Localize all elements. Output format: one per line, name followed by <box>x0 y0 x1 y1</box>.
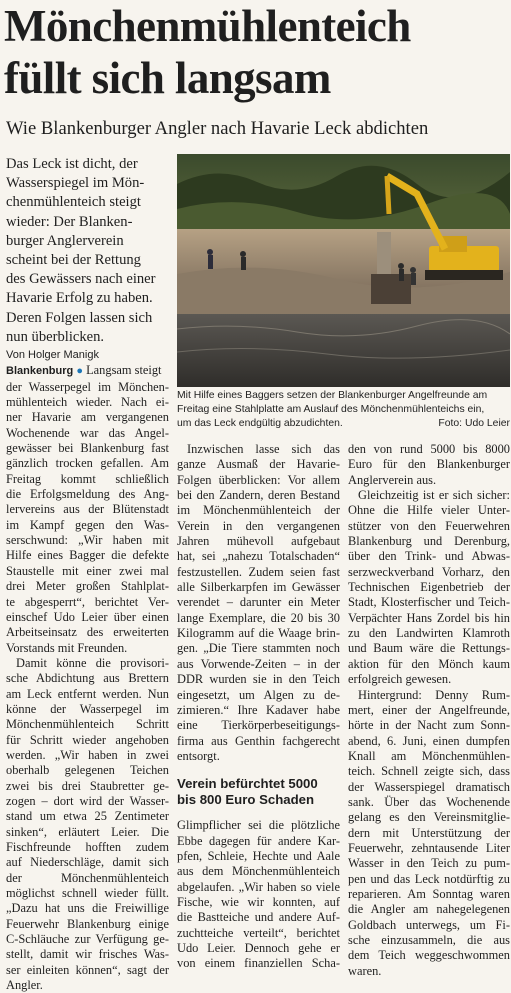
lead-paragraph <box>6 155 170 347</box>
caption-line: Mit Hilfe eines Baggers setzen der Blankenburger Angelfreunde am <box>177 390 488 401</box>
body-line: lange Exemplare, die 20 bis 30 <box>177 610 340 625</box>
body-line: aktion für den Mönch kaum <box>348 656 510 671</box>
body-line: auf Niederschläge, damit sich <box>6 855 169 870</box>
body-line: Knall am Mönchenmühlen- <box>348 748 510 763</box>
body-line: zimieren.“ Ihre Kadaver habe <box>177 702 340 717</box>
body-line: zuchtteiche verteilt“, berichtet <box>177 925 340 940</box>
photo-caption <box>177 389 510 431</box>
body-line: serzweckverband Vorharz, den <box>348 564 510 579</box>
body-line: Goldbach unterwegs, um Fi- <box>348 917 510 932</box>
body-line: und Baum wäre die Rettungs- <box>348 641 510 656</box>
body-line: könne der Wasserpegel im <box>6 701 169 716</box>
headline-line-1: Mönchenmühlenteich <box>4 1 411 51</box>
intertitle-line: bis 800 Euro Schaden <box>177 792 315 808</box>
dateline-text: Langsam steigt <box>86 363 162 378</box>
body-line: Mönchenmühlenteich Schritt <box>6 717 169 732</box>
body-line: für Schritt wieder angehoben <box>6 732 169 747</box>
body-line: Feuerwehr Blankenburg einige <box>6 916 169 931</box>
body-line: werden. „Wir haben in zwei <box>6 747 169 762</box>
headline <box>4 0 509 104</box>
body-line: Wochenende war das Angel- <box>6 425 169 440</box>
body-line: ganze Ausmaß der Havarie- <box>177 457 340 472</box>
body-line: drei Meter großen Stahlplat- <box>6 579 169 594</box>
body-line: aus dem Mönchenmühlenteich <box>177 864 340 879</box>
body-line: Fischfreunde hofften zudem <box>6 840 169 854</box>
body-line: hat, sei „nahezu Totalschaden“ <box>177 549 340 564</box>
lead-line: Deren Folgen lassen sich <box>6 309 153 326</box>
body-line: dern mit Unterstützung der <box>348 825 510 840</box>
article-column-3 <box>348 442 510 979</box>
body-line: Glimpflicher sei die plötzliche <box>177 818 340 833</box>
body-line: den von rund 5000 bis 8000 <box>348 442 510 456</box>
lead-line: Wasserspiegel im Mön- <box>6 175 145 192</box>
body-line: Verpächter Hans Zordel bis hin <box>348 610 510 625</box>
photo-illustration <box>177 154 510 387</box>
body-line: verendet – darunter ein Meter <box>177 595 340 610</box>
lead-line: Havarie Erfolg zu haben. <box>6 290 153 307</box>
byline: Von Holger Manigk <box>6 349 99 361</box>
lead-line: nun überblicken. <box>6 328 105 345</box>
body-line: gelang es den Vereinsmitglie- <box>348 810 510 825</box>
dateline-row <box>6 363 169 379</box>
lead-line: scheint bei der Rettung <box>6 252 141 269</box>
article-column-1 <box>6 348 169 993</box>
body-line: abend, 6. Juni, einen dumpfen <box>348 733 510 748</box>
body-line: festzustellen. Zudem seien fast <box>177 564 340 579</box>
body-line: Folgen überblicken: Vor allem <box>177 472 340 487</box>
body-line: Vorstands mit Freunden. <box>6 640 128 655</box>
caption-line: Freitag eine Stahlplatte am Auslauf des Mönchenmühlenteichs ein, <box>177 404 485 415</box>
body-line: „Dazu hat uns die Freiwillige <box>6 901 169 916</box>
body-line: gen. „Die Tiere stammten noch <box>177 641 340 656</box>
lead-line: chenmühlenteich steigt <box>6 194 141 211</box>
body-line: pen und das Leck notdürftig zu <box>348 871 510 886</box>
body-line: Feuerwehr, zehntausende Liter <box>348 840 510 855</box>
lead-line: Das Leck ist dicht, der <box>6 156 138 172</box>
body-line: Euro für den Blankenburger <box>348 457 510 472</box>
body-line: mert, einer der Angelfreunde, <box>348 702 510 717</box>
body-line: eingesetzt, um Algen zu de- <box>177 687 340 702</box>
body-line: Damit könne die provisori- <box>16 655 169 670</box>
body-line: alle Silberkarpfen im Gewässer <box>177 580 340 595</box>
body-line: der Wasserspiegel dramatisch <box>348 779 510 794</box>
lead-line: burger Anglerverein <box>6 232 124 249</box>
body-line: eine Tierkörperbeseitigungs- <box>177 718 340 733</box>
intertitle-line: Verein befürchtet 5000 <box>177 776 318 792</box>
body-line: oberhalb gelegenen Teichen <box>6 763 169 778</box>
body-line: sank. Über das Wochenende <box>348 794 510 809</box>
body-line: teich. Schnell zeigte sich, dass <box>348 764 510 779</box>
body-line: Jahren mühevoll aufgebaut <box>177 534 340 549</box>
body-line: über den Trink- und Abwas- <box>348 549 510 564</box>
body-line: ser einleiten können“, sagt der <box>6 962 169 977</box>
body-line: Freitag kommt schließlich <box>6 471 169 486</box>
body-line: sche Abdichtung aus Brettern <box>6 671 169 686</box>
body-line: Kilogramm auf die Waage brin- <box>177 626 340 641</box>
body-line: Ebbe dagegen für andere Kar- <box>177 833 340 848</box>
body-line: zu den Landwirten Klamroth <box>348 626 510 641</box>
body-line: von einem finanziellen Scha- <box>177 956 340 971</box>
body-line: am Leck entfernt werden. Nun <box>6 686 169 701</box>
body-line: sche einzusammeln, die aus <box>348 933 510 947</box>
body-line: stützer von den Feuerwehren <box>348 518 510 533</box>
body-line: DDR wurden sie in den Teich <box>177 672 340 687</box>
body-line: serschwund: „Wir haben mit <box>6 533 169 548</box>
body-line: dem Teich weggeschwommen <box>348 948 510 963</box>
body-line: firma aus Genthin fachgerecht <box>177 733 340 748</box>
body-line: die Bastteiche und andere Auf- <box>177 910 340 925</box>
body-line: C-Schläuche zur Verfügung ge- <box>6 932 169 947</box>
body-line: im Mönchenmühlenteich der <box>177 503 340 518</box>
dateline-dot-icon: ● <box>76 365 83 378</box>
body-line: zogen – dort wird der Wasser- <box>6 793 169 808</box>
body-line: Angler. <box>6 978 43 993</box>
body-line: pfen, Schleie, Hechte und Aale <box>177 848 340 863</box>
body-line: der Wasserpegel im Mönchen- <box>6 379 169 394</box>
spacer <box>177 808 340 818</box>
body-line: abgelaufen. „Wir haben so viele <box>177 879 340 894</box>
body-line: Hilfe eines Bagger die defekte <box>6 548 169 563</box>
body-line: zwei bis drei Staubretter ge- <box>6 778 169 793</box>
body-line: die Erfolgsmeldung des Ang- <box>6 487 169 502</box>
body-line: Anglerverein aus. <box>348 472 437 487</box>
body-line: Blankenburg und Derenburg, <box>348 534 510 549</box>
body-line: Udo Leier. Dennoch gehe er <box>177 940 340 955</box>
body-line: Arbeitseinsatz des erweiterten <box>6 625 169 640</box>
body-line: entsorgt. <box>177 748 220 763</box>
body-line: Fische, wie wir konnten, auf <box>177 894 340 909</box>
body-line: Staustelle mit einer zwei mal <box>6 563 169 578</box>
spacer <box>177 764 340 776</box>
body-line: stand um etwa 25 Zentimeter <box>6 809 169 824</box>
body-line: mühlenteich wieder. Nach ei- <box>6 395 169 410</box>
body-line: Verein in den vergangenen <box>177 518 340 533</box>
body-line: hörte in der Nacht zum Sonn- <box>348 718 510 733</box>
body-line: Wasser in den Teich zu pum- <box>348 856 510 871</box>
body-line: stellt, damit wir frisches Was- <box>6 947 169 962</box>
body-line: aus Vorwende-Zeiten – in der <box>177 656 340 671</box>
lead-line: des Gewässers nach einer <box>6 271 156 288</box>
body-line: ner Havarie am vergangenen <box>6 410 169 425</box>
body-line: bei den Zandern, deren Bestand <box>177 488 340 503</box>
body-line: waren. <box>348 963 382 978</box>
body-line: te abgesperrt“, berichtet Ver- <box>6 594 169 609</box>
body-line: lervereins aus der Blütenstadt <box>6 502 169 517</box>
body-line: Gleichzeitig ist er sich sicher: <box>358 488 510 503</box>
body-line: gänzlich trocken gefallen. Am <box>6 456 169 471</box>
body-line: Ohne die Hilfe vieler Unter- <box>348 503 510 518</box>
body-line: möglichst schnell wieder füllt. <box>6 886 169 901</box>
body-line: Technischen Eigenbetrieb der <box>348 580 510 595</box>
body-line: Stadt, Klosterfischer und Teich- <box>348 595 510 610</box>
photo-credit: Foto: Udo Leier <box>438 418 510 429</box>
body-line: Inzwischen lasse sich das <box>187 442 340 456</box>
article-photo <box>177 154 510 387</box>
body-line: Hintergrund: Denny Rum- <box>358 687 510 702</box>
body-line: gewässer bei Blankenburg fast <box>6 441 169 456</box>
dateline: Blankenburg <box>6 365 74 378</box>
body-line: einschef Udo Leier über einen <box>6 609 169 624</box>
body-line: reparieren. Am Sonntag waren <box>348 886 510 901</box>
lead-line: wieder: Der Blanken- <box>6 213 133 230</box>
article-column-2 <box>177 442 340 972</box>
body-line: im Kampf gegen den Was- <box>6 517 169 532</box>
subheadline: Wie Blankenburger Angler nach Havarie Leck abdichten <box>6 118 429 139</box>
body-line: sinken“, erläutert Leier. Die <box>6 824 169 839</box>
body-line: die Angler am nahegelegenen <box>348 902 510 917</box>
headline-line-2: füllt sich langsam <box>4 53 331 103</box>
body-line: der Mönchenmühlenteich <box>6 870 169 885</box>
body-line: erfolgreich gewesen. <box>348 672 452 687</box>
caption-line: um das Leck endgültig abzudichten. <box>177 418 343 429</box>
